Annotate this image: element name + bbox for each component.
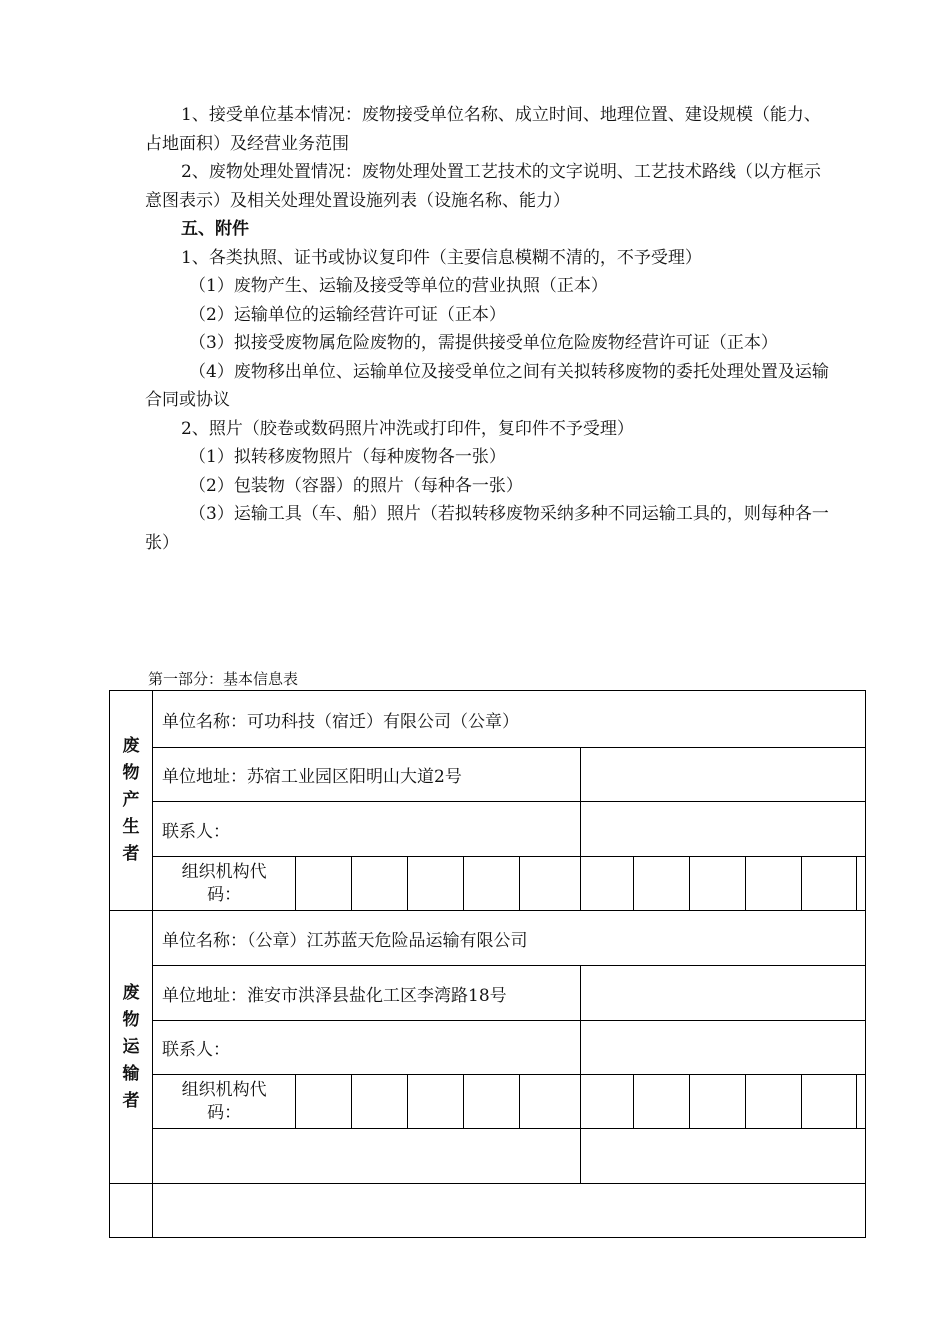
attachment-2-sub-3: （3）运输工具（车、船）照片（若拟转移废物采纳多种不同运输工具的，则每种各一张） [145, 504, 829, 553]
code-cell[interactable] [296, 857, 352, 911]
transporter-name-row [110, 911, 866, 966]
transporter-side-label [110, 911, 153, 1184]
producer-side-label [110, 691, 153, 911]
code-cell[interactable] [580, 1075, 633, 1129]
producer-name-row [110, 691, 866, 748]
attachment-2-title: 2、照片（胶卷或数码照片冲洗或打印件，复印件不予受理） [181, 418, 634, 439]
section-4-item-1: 1、接受单位基本情况：废物接受单位名称、成立时间、地理位置、建设规模（能力、占地面积）及经营业务范围 [145, 105, 821, 154]
transporter-side-text: 废 物 运 输 者 [122, 982, 140, 1111]
trailing-row [110, 1184, 866, 1238]
transporter-code-label: 组织机构代 码： [153, 1075, 296, 1129]
attachment-2-sub-1: （1）拟转移废物照片（每种废物各一张） [189, 447, 506, 467]
producer-address-field[interactable]: 单位地址：苏宿工业园区阳明山大道2号 [153, 748, 580, 802]
transporter-name-field[interactable]: 单位名称：（公章）江苏蓝天危险品运输有限公司 [153, 911, 866, 966]
code-cell[interactable] [408, 1075, 464, 1129]
transporter-extra-right[interactable] [580, 1129, 865, 1184]
producer-name-field[interactable]: 单位名称：可功科技（宿迁）有限公司（公章） [153, 691, 866, 748]
code-cell[interactable] [352, 1075, 408, 1129]
code-cell[interactable] [352, 857, 408, 911]
producer-code-label: 组织机构代 码： [153, 857, 296, 911]
attachment-2-sub-2: （2）包装物（容器）的照片（每种各一张） [189, 475, 523, 496]
transporter-extra-left[interactable] [153, 1129, 580, 1184]
producer-code-row [110, 857, 866, 911]
code-cell[interactable] [408, 857, 464, 911]
trailing-side-cell [110, 1184, 153, 1238]
code-cell[interactable] [689, 857, 745, 911]
producer-address-row [110, 748, 866, 802]
code-cell[interactable] [745, 1075, 801, 1129]
attachment-1-title: 1、各类执照、证书或协议复印件（主要信息模糊不清的，不予受理） [181, 247, 702, 268]
transporter-contact-extra[interactable] [580, 1021, 865, 1075]
section-4-body [145, 101, 835, 557]
code-cell[interactable] [856, 1075, 865, 1129]
code-cell[interactable] [520, 1075, 580, 1129]
section-4-item-2: 2、废物处理处置情况：废物处理处置工艺技术的文字说明、工艺技术路线（以方框示意图表示）及相关处理处置设施列表（设施名称、能力） [145, 162, 821, 211]
producer-contact-row [110, 802, 866, 857]
trailing-wide-cell[interactable] [153, 1184, 866, 1238]
code-cell[interactable] [689, 1075, 745, 1129]
code-cell[interactable] [633, 1075, 689, 1129]
code-cell[interactable] [520, 857, 580, 911]
attachment-1-sub-2: （2）运输单位的运输经营许可证（正本） [189, 304, 506, 325]
producer-side-text: 废 物 产 生 者 [122, 736, 140, 864]
basic-info-table [109, 690, 866, 1238]
producer-contact-extra[interactable] [580, 802, 865, 857]
code-cell[interactable] [464, 857, 520, 911]
transporter-contact-row [110, 1021, 866, 1075]
producer-address-extra[interactable] [580, 748, 865, 802]
producer-contact-field[interactable]: 联系人： [153, 802, 580, 857]
code-cell[interactable] [296, 1075, 352, 1129]
attachment-1-sub-3: （3）拟接受废物属危险废物的，需提供接受单位危险废物经营许可证（正本） [189, 333, 778, 353]
code-cell[interactable] [464, 1075, 520, 1129]
table-caption: 第一部分：基本信息表 [148, 670, 299, 688]
attachment-1-sub-1: （1）废物产生、运输及接受等单位的营业执照（正本） [189, 276, 608, 296]
attachment-1-sub-4: （4）废物移出单位、运输单位及接受单位之间有关拟转移废物的委托处理处置及运输合同或协议 [145, 361, 829, 410]
section-5-heading: 五、附件 [181, 219, 249, 239]
code-cell[interactable] [856, 857, 865, 911]
code-cell[interactable] [580, 857, 633, 911]
transporter-address-extra[interactable] [580, 966, 865, 1021]
transporter-extra-row [110, 1129, 866, 1184]
transporter-code-row [110, 1075, 866, 1129]
code-cell[interactable] [801, 1075, 856, 1129]
transporter-contact-field[interactable]: 联系人： [153, 1021, 580, 1075]
code-cell[interactable] [745, 857, 801, 911]
transporter-address-field[interactable]: 单位地址：淮安市洪泽县盐化工区李湾路18号 [153, 966, 580, 1021]
code-cell[interactable] [801, 857, 856, 911]
transporter-address-row [110, 966, 866, 1021]
code-cell[interactable] [633, 857, 689, 911]
